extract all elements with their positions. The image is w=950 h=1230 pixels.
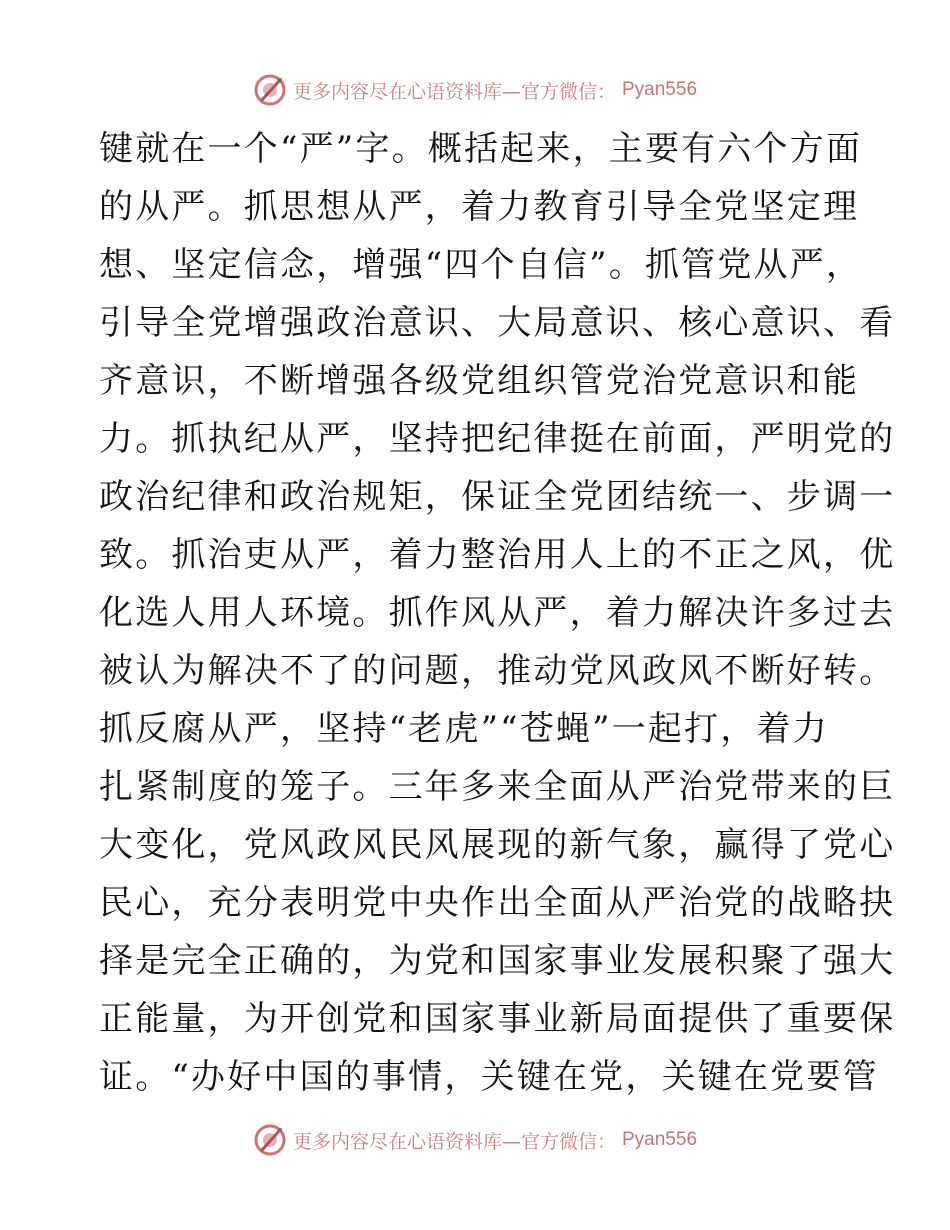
text-line: 的从严。抓思想从严，着力教育引导全党坚定理 xyxy=(99,187,860,227)
text-line: 被认为解决不了的问题，推动党风政风不断好转。 xyxy=(99,651,896,691)
header-banner-text: 更多内容尽在心语资料库—官方微信： xyxy=(292,80,616,103)
brand-logo-icon xyxy=(253,73,287,107)
header-banner xyxy=(0,70,950,110)
text-line: 民心，充分表明党中央作出全面从严治党的战略抉 xyxy=(99,883,896,923)
footer-banner-text: 更多内容尽在心语资料库—官方微信： xyxy=(292,1130,616,1153)
text-line: 扎紧制度的笼子。三年多来全面从严治党带来的巨 xyxy=(99,767,896,807)
footer-banner-handle: Pyan556 xyxy=(622,1129,698,1150)
body-text xyxy=(99,120,896,1106)
footer-banner xyxy=(0,1120,950,1160)
text-line: 择是完全正确的，为党和国家事业发展积聚了强大 xyxy=(99,941,896,981)
text-line: 致。抓治吏从严，着力整治用人上的不正之风，优 xyxy=(99,535,896,575)
brand-logo-icon xyxy=(253,1123,287,1157)
text-line: 化选人用人环境。抓作风从严，着力解决许多过去 xyxy=(99,593,896,633)
text-line: 抓反腐从严，坚持“老虎”“苍蝇”一起打，着力 xyxy=(99,709,829,749)
text-line: 政治纪律和政治规矩，保证全党团结统一、步调一 xyxy=(99,477,896,517)
text-line: 证。“办好中国的事情，关键在党，关键在党要管 xyxy=(99,1057,879,1097)
text-line: 键就在一个“严”字。概括起来，主要有六个方面 xyxy=(99,129,863,169)
text-line: 齐意识，不断增强各级党组织管党治党意识和能 xyxy=(99,361,860,401)
text-line: 力。抓执纪从严，坚持把纪律挺在前面，严明党的 xyxy=(99,419,896,459)
text-line: 引导全党增强政治意识、大局意识、核心意识、看 xyxy=(99,303,896,343)
header-banner-handle: Pyan556 xyxy=(622,79,698,100)
text-line: 正能量，为开创党和国家事业新局面提供了重要保 xyxy=(99,999,896,1039)
text-line: 大变化，党风政风民风展现的新气象，赢得了党心 xyxy=(99,825,896,865)
text-line: 想、坚定信念，增强“四个自信”。抓管党从严， xyxy=(99,245,863,285)
